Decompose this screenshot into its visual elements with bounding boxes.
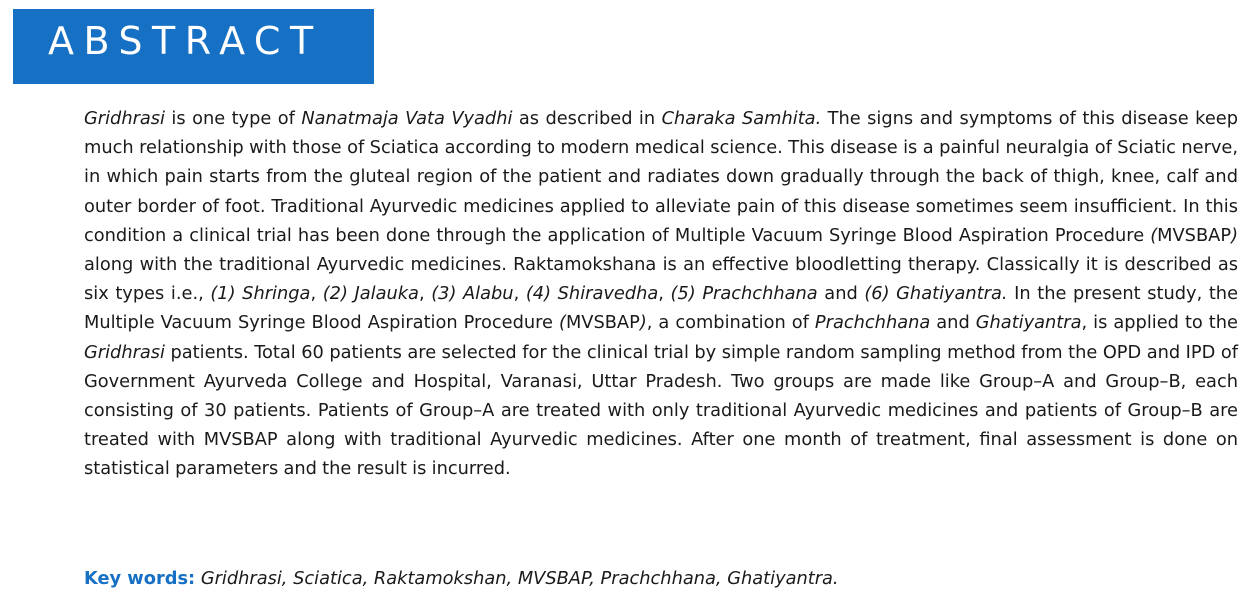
abstract-text-segment: , a combination of — [646, 312, 815, 334]
abstract-text-segment: MVSBAP — [565, 312, 640, 334]
section-title: ABSTRACT — [48, 19, 323, 63]
abstract-italic-segment: (5) Prachchhana — [670, 283, 818, 305]
abstract-italic-segment: Ghatiyantra — [975, 312, 1082, 334]
abstract-text-segment: MVSBAP — [1157, 224, 1232, 246]
abstract-text-segment: In the present study, the Multiple Vacuum Syringe Blood Aspiration Procedure — [84, 283, 1239, 334]
abstract-italic-segment: (1) Shringa — [210, 283, 311, 305]
abstract-italic-segment: (4) Shiravedha — [525, 283, 659, 305]
abstract-paragraph — [84, 104, 1238, 484]
abstract-italic-segment: Gridhrasi — [84, 108, 165, 129]
abstract-italic-segment: ) — [1231, 224, 1238, 246]
abstract-italic-segment: Charaka Samhita. — [661, 108, 822, 129]
abstract-italic-segment: ) — [639, 312, 647, 334]
abstract-text-segment: as described in — [512, 108, 662, 129]
abstract-italic-segment: Gridhrasi — [84, 341, 165, 363]
abstract-italic-segment: ( — [1150, 224, 1158, 246]
abstract-text-segment: The signs and symptoms of this disease keep much relationship with those of Sciatica according to modern medical science. This disease is a painful neuralgia of Sciatic nerve, in which pain starts from the gluteal region of the patient and radiates down gradually through the back of thigh, knee, calf and outer border of foot. Traditional Ayurvedic medicines applied to alleviate pain of this disease sometimes seem insufficient. In this condition a clinical trial has been done through the application of Multiple Vacuum Syringe Blood Aspiration Procedure — [84, 108, 1239, 246]
abstract-text-segment: is one type of — [165, 108, 302, 129]
abstract-italic-segment: Nanatmaja Vata Vyadhi — [301, 108, 513, 129]
abstract-text-segment: , is applied to the — [1081, 312, 1238, 334]
abstract-text-segment: and — [930, 312, 976, 334]
abstract-text-segment: , — [310, 283, 323, 305]
abstract-text-segment: along with the traditional Ayurvedic medicines. Raktamokshana is an effective bloodletting therapy. Classically it is described as six types i.e., — [84, 254, 1238, 305]
abstract-italic-segment: (2) Jalauka — [322, 283, 419, 305]
keywords-line — [84, 564, 1238, 593]
abstract-italic-segment: (3) Alabu — [431, 283, 514, 305]
abstract-text-segment: , — [418, 283, 432, 305]
abstract-italic-segment: (6) Ghatiyantra. — [864, 283, 1008, 305]
abstract-text-segment: patients. Total 60 patients are selected for the clinical trial by simple random sampling method from the OPD and IPD of Government Ayurveda College and Hospital, Varanasi, Uttar Pradesh. Two groups are made like Group–A and Group–B, each consisting of 30 patients. Patients of Group–A are treated with only traditional Ayurvedic medicines and patients of Group–B are treated with MVSBAP along with traditional Ayurvedic medicines. After one month of treatment, final assessment is done on statistical parameters and the result is incurred. — [84, 341, 1238, 480]
keywords-list: Gridhrasi, Sciatica, Raktamokshan, MVSBAP, Prachchhana, Ghatiyantra. — [200, 568, 839, 589]
keywords-label: Key words: — [84, 568, 196, 589]
abstract-italic-segment: Prachchhana — [814, 312, 931, 334]
abstract-text-segment: , — [513, 283, 526, 305]
abstract-italic-segment: ( — [559, 312, 566, 334]
abstract-text-segment: , — [658, 283, 671, 305]
abstract-text-segment: and — [817, 283, 865, 305]
abstract-banner — [13, 9, 374, 84]
